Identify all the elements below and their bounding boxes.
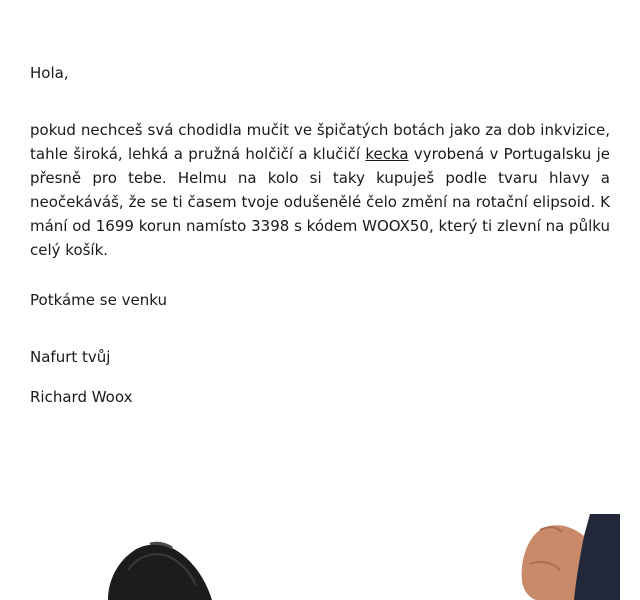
product-hero-image [0,500,640,600]
message-text-after-link: vyrobená v Portugalsku je přesně pro tebe. Helmu na kolo si taky kupuješ podle tvaru hlavy a neočekáváš, že se ti časem tvoje odušenělé čelo změní na rotační elipsoid. K mání od 1699 korun namísto 3398 s kódem WOOX50, který ti zlevní na půlku celý košík. [30,145,610,259]
closing-line: Potkáme se venku [30,291,167,309]
arm-illustration [522,514,620,600]
signature-name: Richard Woox [30,388,133,406]
greeting-text: Hola, [30,64,69,82]
product-link[interactable]: kecka [365,145,409,163]
signoff-line: Nafurt tvůj [30,348,111,366]
shoe-illustration [108,543,212,600]
message-paragraph [30,118,610,262]
message-text-before-link: pokud nechceš svá chodidla mučit ve špičatých botách jako za dob inkvizice, tahle široká, lehká a pružná holčičí a klučičí [30,121,610,163]
